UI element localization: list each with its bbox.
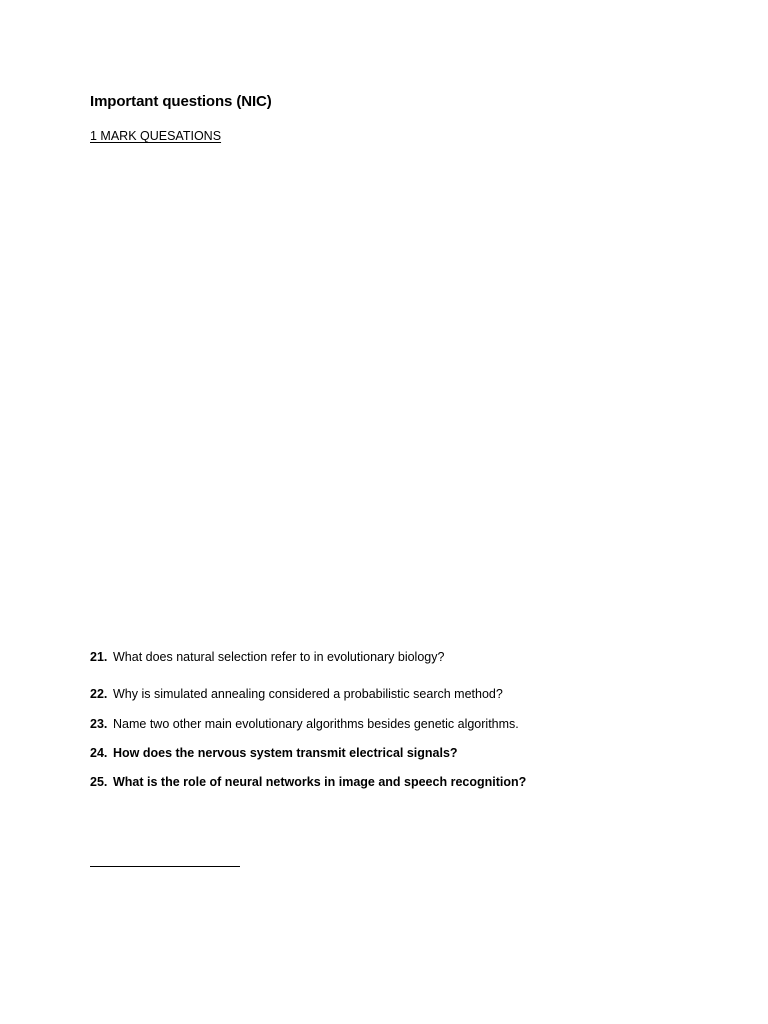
section-heading: 1 MARK QUESATIONS	[90, 129, 222, 143]
question-text: Name two other main evolutionary algorithms besides genetic algorithms.	[113, 717, 519, 731]
question-item	[90, 745, 458, 761]
question-number: 23.	[90, 717, 108, 731]
question-text: What is the role of neural networks in image and speech recognition?	[113, 775, 527, 789]
question-number: 25.	[90, 775, 108, 789]
question-text: What does natural selection refer to in evolutionary biology?	[113, 650, 445, 664]
question-number: 22.	[90, 687, 108, 701]
question-text: Why is simulated annealing considered a probabilistic search method?	[113, 687, 503, 701]
document-title: Important questions (NIC)	[90, 93, 272, 110]
question-number: 24.	[90, 746, 108, 760]
question-text: How does the nervous system transmit electrical signals?	[113, 746, 458, 760]
footnote-separator	[90, 866, 240, 867]
question-item	[90, 649, 444, 665]
question-number: 21.	[90, 650, 108, 664]
question-item	[90, 716, 519, 732]
question-item	[90, 686, 503, 702]
question-item	[90, 774, 526, 790]
